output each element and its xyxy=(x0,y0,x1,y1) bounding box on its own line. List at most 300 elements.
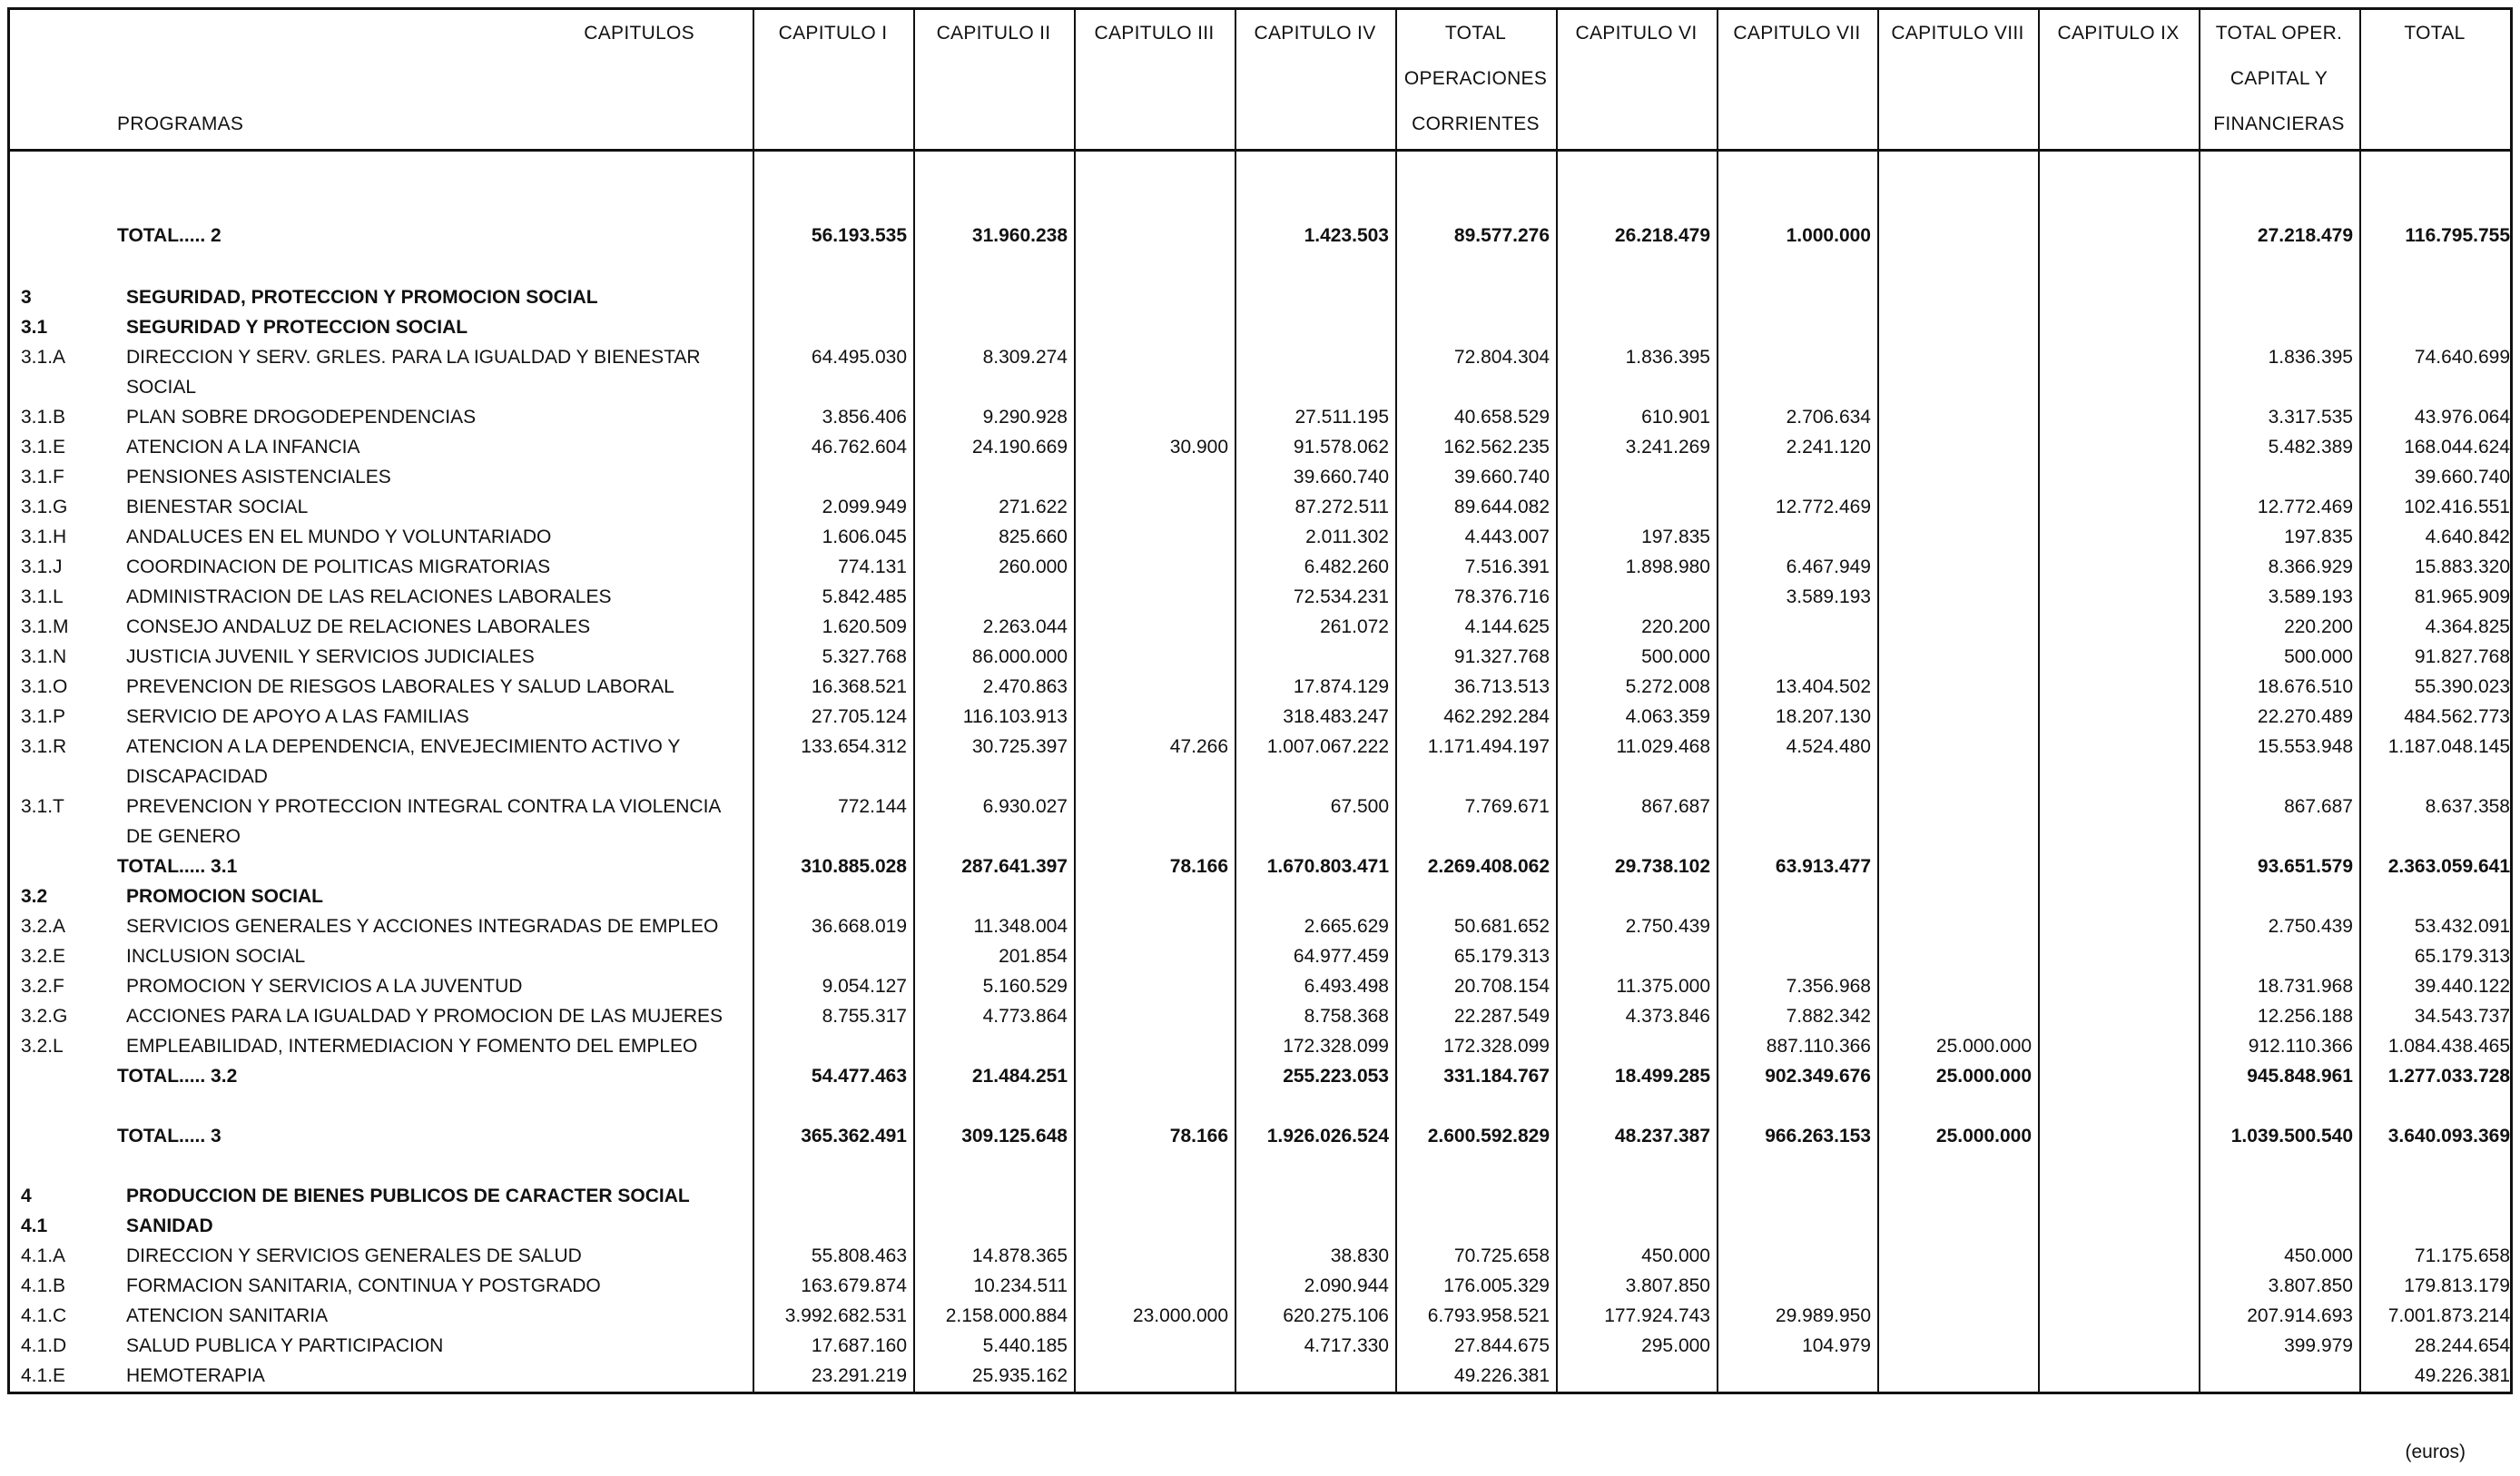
program-row xyxy=(10,583,2510,612)
amount-cell: 24.190.669 xyxy=(971,437,1068,458)
amount-cell: 484.562.773 xyxy=(2404,706,2510,727)
program-code: 3.1.J xyxy=(21,556,63,577)
amount-cell: 2.600.592.829 xyxy=(1427,1126,1550,1146)
amount-cell: 255.223.053 xyxy=(1283,1066,1389,1087)
amount-cell: 16.368.521 xyxy=(811,676,907,697)
program-name: INCLUSION SOCIAL xyxy=(126,946,306,967)
total-row xyxy=(10,852,2510,881)
amount-cell: 50.681.652 xyxy=(1453,916,1550,937)
amount-cell: 56.193.535 xyxy=(811,225,907,246)
program-code: 3.1.R xyxy=(21,736,67,757)
amount-cell: 18.731.968 xyxy=(2257,976,2353,997)
amount-cell: 1.423.503 xyxy=(1304,225,1389,246)
amount-cell: 55.390.023 xyxy=(2414,676,2510,697)
program-name: BIENESTAR SOCIAL xyxy=(126,497,309,517)
amount-cell: 2.750.439 xyxy=(1625,916,1710,937)
column-header-label: OPERACIONES xyxy=(1403,68,1548,89)
program-code: 3.1.M xyxy=(21,616,69,637)
amount-cell: 21.484.251 xyxy=(971,1066,1068,1087)
program-code: 4 xyxy=(21,1186,32,1206)
program-name: ACCIONES PARA LA IGUALDAD Y PROMOCION DE LAS MUJERES xyxy=(126,1006,724,1027)
program-code: 3.1.O xyxy=(21,676,68,697)
amount-cell: 15.883.320 xyxy=(2414,556,2510,577)
program-row xyxy=(10,523,2510,552)
amount-cell: 365.362.491 xyxy=(801,1126,907,1146)
amount-cell: 55.808.463 xyxy=(811,1245,907,1266)
program-row xyxy=(10,1302,2510,1331)
amount-cell: 6.493.498 xyxy=(1304,976,1389,997)
amount-cell: 25.000.000 xyxy=(1935,1066,2032,1087)
amount-cell: 39.660.740 xyxy=(1453,467,1550,487)
amount-cell: 500.000 xyxy=(2284,646,2353,667)
amount-cell: 78.166 xyxy=(1169,1126,1228,1146)
program-name: SOCIAL xyxy=(126,377,197,398)
amount-cell: 91.327.768 xyxy=(1453,646,1550,667)
amount-cell: 34.543.737 xyxy=(2414,1006,2510,1027)
amount-cell: 295.000 xyxy=(1641,1335,1710,1356)
amount-cell: 945.848.961 xyxy=(2247,1066,2353,1087)
amount-cell: 22.287.549 xyxy=(1453,1006,1550,1027)
program-code: 3.1.P xyxy=(21,706,66,727)
program-row xyxy=(10,1032,2510,1061)
program-name: CONSEJO ANDALUZ DE RELACIONES LABORALES xyxy=(126,616,591,637)
amount-cell: 11.348.004 xyxy=(973,916,1068,937)
program-name: PROMOCION Y SERVICIOS A LA JUVENTUD xyxy=(126,976,523,997)
program-row xyxy=(10,433,2510,462)
program-row xyxy=(10,912,2510,941)
amount-cell: 38.830 xyxy=(1330,1245,1389,1266)
amount-cell: 5.272.008 xyxy=(1625,676,1710,697)
program-name: FORMACION SANITARIA, CONTINUA Y POSTGRADO xyxy=(126,1275,601,1296)
program-code: 3 xyxy=(21,287,32,308)
programas-label: PROGRAMAS xyxy=(117,113,244,134)
capitulos-label: CAPITULOS xyxy=(584,23,694,44)
amount-cell: 12.256.188 xyxy=(2257,1006,2353,1027)
amount-cell: 2.470.863 xyxy=(982,676,1068,697)
program-code: 3.2.G xyxy=(21,1006,68,1027)
program-code: 3.1.E xyxy=(21,437,66,458)
amount-cell: 46.762.604 xyxy=(811,437,907,458)
amount-cell: 5.440.185 xyxy=(982,1335,1068,1356)
amount-cell: 64.977.459 xyxy=(1293,946,1389,967)
program-name: SERVICIO DE APOYO A LAS FAMILIAS xyxy=(126,706,469,727)
program-code: 3.1.F xyxy=(21,467,64,487)
amount-cell: 13.404.502 xyxy=(1775,676,1871,697)
program-row xyxy=(10,1272,2510,1301)
program-name: PRODUCCION DE BIENES PUBLICOS DE CARACTER SOCIAL xyxy=(126,1186,690,1206)
program-code: 3.1 xyxy=(21,317,48,338)
amount-cell: 6.930.027 xyxy=(982,796,1068,817)
column-header-label: TOTAL OPER. xyxy=(2215,23,2343,44)
amount-cell: 5.842.485 xyxy=(822,586,907,607)
program-code: 4.1.E xyxy=(21,1365,66,1386)
amount-cell: 3.317.535 xyxy=(2268,407,2353,428)
amount-cell: 27.844.675 xyxy=(1453,1335,1550,1356)
amount-cell: 462.292.284 xyxy=(1443,706,1550,727)
amount-cell: 65.179.313 xyxy=(2414,946,2510,967)
program-name: PENSIONES ASISTENCIALES xyxy=(126,467,391,487)
amount-cell: 2.090.944 xyxy=(1304,1275,1389,1296)
column-header-label: CAPITULO I xyxy=(778,23,888,44)
amount-cell: 7.001.873.214 xyxy=(2387,1305,2510,1326)
program-row xyxy=(10,613,2510,642)
amount-cell: 912.110.366 xyxy=(2248,1036,2353,1057)
amount-cell: 4.144.625 xyxy=(1464,616,1550,637)
amount-cell: 25.000.000 xyxy=(1935,1126,2032,1146)
units-note: (euros) xyxy=(2405,1442,2466,1462)
amount-cell: 168.044.624 xyxy=(2404,437,2510,458)
program-row xyxy=(10,673,2510,702)
amount-cell: 1.836.395 xyxy=(1625,347,1710,368)
amount-cell: 2.363.059.641 xyxy=(2387,856,2510,877)
amount-cell: 70.725.658 xyxy=(1453,1245,1550,1266)
program-row xyxy=(10,493,2510,522)
amount-cell: 27.705.124 xyxy=(811,706,907,727)
amount-cell: 30.725.397 xyxy=(971,736,1068,757)
program-code: 3.2.L xyxy=(21,1036,64,1057)
column-header-label: CAPITAL Y xyxy=(2230,68,2328,89)
amount-cell: 201.854 xyxy=(999,946,1068,967)
amount-cell: 36.668.019 xyxy=(811,916,907,937)
amount-cell: 260.000 xyxy=(999,556,1068,577)
amount-cell: 27.218.479 xyxy=(2257,225,2353,246)
amount-cell: 4.373.846 xyxy=(1625,1006,1710,1027)
program-name: TOTAL..... 3 xyxy=(117,1126,221,1146)
amount-cell: 2.269.408.062 xyxy=(1427,856,1550,877)
column-header-label: TOTAL xyxy=(1444,23,1507,44)
amount-cell: 867.687 xyxy=(1641,796,1710,817)
program-row xyxy=(10,403,2510,432)
amount-cell: 87.272.511 xyxy=(1294,497,1389,517)
amount-cell: 4.524.480 xyxy=(1786,736,1871,757)
amount-cell: 3.992.682.531 xyxy=(784,1305,907,1326)
program-code: 3.2.A xyxy=(21,916,66,937)
amount-cell: 197.835 xyxy=(2284,526,2353,547)
amount-cell: 43.976.064 xyxy=(2414,407,2510,428)
amount-cell: 65.179.313 xyxy=(1453,946,1550,967)
program-name: SANIDAD xyxy=(126,1215,213,1236)
section-row xyxy=(10,1212,2510,1241)
amount-cell: 1.084.438.465 xyxy=(2387,1036,2510,1057)
amount-cell: 2.241.120 xyxy=(1786,437,1871,458)
amount-cell: 5.327.768 xyxy=(822,646,907,667)
column-header-label: CAPITULO IX xyxy=(2057,23,2180,44)
amount-cell: 18.207.130 xyxy=(1775,706,1871,727)
program-row xyxy=(10,972,2510,1001)
program-name: JUSTICIA JUVENIL Y SERVICIOS JUDICIALES xyxy=(126,646,535,667)
program-code: 4.1.A xyxy=(21,1245,66,1266)
amount-cell: 172.328.099 xyxy=(1283,1036,1389,1057)
amount-cell: 12.772.469 xyxy=(1775,497,1871,517)
amount-cell: 3.807.850 xyxy=(1625,1275,1710,1296)
program-name: EMPLEABILIDAD, INTERMEDIACION Y FOMENTO DEL EMPLEO xyxy=(126,1036,698,1057)
amount-cell: 1.670.803.471 xyxy=(1266,856,1389,877)
amount-cell: 3.589.193 xyxy=(1786,586,1871,607)
amount-cell: 162.562.235 xyxy=(1443,437,1550,458)
column-header-label: CAPITULO VIII xyxy=(1891,23,2024,44)
amount-cell: 3.807.850 xyxy=(2268,1275,2353,1296)
column-header-label: CAPITULO IV xyxy=(1254,23,1376,44)
amount-cell: 4.364.825 xyxy=(2425,616,2510,637)
amount-cell: 91.827.768 xyxy=(2414,646,2510,667)
amount-cell: 54.477.463 xyxy=(811,1066,907,1087)
amount-cell: 318.483.247 xyxy=(1283,706,1389,727)
total-row xyxy=(10,1062,2510,1091)
amount-cell: 2.158.000.884 xyxy=(945,1305,1068,1326)
amount-cell: 64.495.030 xyxy=(811,347,907,368)
amount-cell: 48.237.387 xyxy=(1614,1126,1710,1146)
amount-cell: 14.878.365 xyxy=(971,1245,1068,1266)
program-row xyxy=(10,703,2510,732)
amount-cell: 89.644.082 xyxy=(1453,497,1550,517)
section-row xyxy=(10,1182,2510,1211)
program-row xyxy=(10,1332,2510,1361)
amount-cell: 4.717.330 xyxy=(1304,1335,1389,1356)
amount-cell: 4.640.842 xyxy=(2425,526,2510,547)
amount-cell: 2.011.302 xyxy=(1305,526,1389,547)
program-code: 3.1.N xyxy=(21,646,67,667)
program-row xyxy=(10,1362,2510,1391)
amount-cell: 966.263.153 xyxy=(1765,1126,1871,1146)
program-name: DISCAPACIDAD xyxy=(126,766,268,787)
amount-cell: 39.660.740 xyxy=(2414,467,2510,487)
amount-cell: 8.366.929 xyxy=(2268,556,2353,577)
program-row xyxy=(10,553,2510,582)
program-code: 3.1.H xyxy=(21,526,67,547)
program-code: 3.1.A xyxy=(21,347,66,368)
amount-cell: 2.099.949 xyxy=(822,497,907,517)
amount-cell: 1.039.500.540 xyxy=(2230,1126,2353,1146)
amount-cell: 2.665.629 xyxy=(1304,916,1389,937)
amount-cell: 12.772.469 xyxy=(2257,497,2353,517)
amount-cell: 3.856.406 xyxy=(822,407,907,428)
amount-cell: 261.072 xyxy=(1320,616,1389,637)
program-row xyxy=(10,1242,2510,1271)
amount-cell: 1.000.000 xyxy=(1786,225,1871,246)
amount-cell: 7.356.968 xyxy=(1786,976,1871,997)
amount-cell: 610.901 xyxy=(1641,407,1710,428)
amount-cell: 71.175.658 xyxy=(2414,1245,2510,1266)
program-code: 3.2 xyxy=(21,886,48,907)
program-name: PREVENCION Y PROTECCION INTEGRAL CONTRA LA VIOLENCIA xyxy=(126,796,722,817)
amount-cell: 11.029.468 xyxy=(1616,736,1710,757)
column-header-label: FINANCIERAS xyxy=(2213,113,2345,134)
amount-cell: 176.005.329 xyxy=(1443,1275,1550,1296)
amount-cell: 1.926.026.524 xyxy=(1266,1126,1389,1146)
amount-cell: 1.171.494.197 xyxy=(1427,736,1550,757)
amount-cell: 8.309.274 xyxy=(982,347,1068,368)
amount-cell: 825.660 xyxy=(999,526,1068,547)
amount-cell: 116.795.755 xyxy=(2405,225,2510,246)
amount-cell: 5.482.389 xyxy=(2268,437,2353,458)
amount-cell: 78.376.716 xyxy=(1453,586,1550,607)
amount-cell: 53.432.091 xyxy=(2414,916,2510,937)
program-name: TOTAL..... 3.1 xyxy=(117,856,238,877)
amount-cell: 331.184.767 xyxy=(1443,1066,1550,1087)
program-name: DIRECCION Y SERV. GRLES. PARA LA IGUALDAD Y BIENESTAR xyxy=(126,347,701,368)
amount-cell: 220.200 xyxy=(2284,616,2353,637)
amount-cell: 86.000.000 xyxy=(971,646,1068,667)
amount-cell: 17.687.160 xyxy=(811,1335,907,1356)
amount-cell: 78.166 xyxy=(1169,856,1228,877)
amount-cell: 116.103.913 xyxy=(962,706,1068,727)
program-code: 3.2.F xyxy=(21,976,64,997)
program-name: COORDINACION DE POLITICAS MIGRATORIAS xyxy=(126,556,551,577)
amount-cell: 179.813.179 xyxy=(2404,1275,2510,1296)
amount-cell: 197.835 xyxy=(1641,526,1710,547)
program-name: ATENCION SANITARIA xyxy=(126,1305,329,1326)
amount-cell: 8.755.317 xyxy=(822,1006,907,1027)
amount-cell: 102.416.551 xyxy=(2404,497,2510,517)
amount-cell: 29.738.102 xyxy=(1614,856,1710,877)
program-name: PLAN SOBRE DROGODEPENDENCIAS xyxy=(126,407,477,428)
amount-cell: 3.589.193 xyxy=(2268,586,2353,607)
amount-cell: 2.750.439 xyxy=(2268,916,2353,937)
program-row xyxy=(10,643,2510,672)
amount-cell: 5.160.529 xyxy=(982,976,1068,997)
column-header-label: CORRIENTES xyxy=(1412,113,1540,134)
program-code: 4.1.B xyxy=(21,1275,66,1296)
program-name: PROMOCION SOCIAL xyxy=(126,886,324,907)
amount-cell: 163.679.874 xyxy=(801,1275,907,1296)
amount-cell: 49.226.381 xyxy=(1453,1365,1550,1386)
amount-cell: 133.654.312 xyxy=(801,736,907,757)
amount-cell: 17.874.129 xyxy=(1293,676,1389,697)
amount-cell: 887.110.366 xyxy=(1766,1036,1871,1057)
amount-cell: 172.328.099 xyxy=(1443,1036,1550,1057)
amount-cell: 29.989.950 xyxy=(1775,1305,1871,1326)
program-row xyxy=(10,792,2510,847)
amount-cell: 620.275.106 xyxy=(1283,1305,1389,1326)
amount-cell: 1.620.509 xyxy=(822,616,907,637)
amount-cell: 7.516.391 xyxy=(1464,556,1550,577)
program-code: 3.1.G xyxy=(21,497,68,517)
amount-cell: 1.898.980 xyxy=(1625,556,1710,577)
amount-cell: 18.499.285 xyxy=(1614,1066,1710,1087)
amount-cell: 89.577.276 xyxy=(1453,225,1550,246)
amount-cell: 7.769.671 xyxy=(1464,796,1550,817)
amount-cell: 11.375.000 xyxy=(1616,976,1710,997)
amount-cell: 309.125.648 xyxy=(961,1126,1068,1146)
program-row xyxy=(10,942,2510,971)
program-name: ATENCION A LA DEPENDENCIA, ENVEJECIMIENTO ACTIVO Y xyxy=(126,736,681,757)
column-header-label: CAPITULO VI xyxy=(1575,23,1698,44)
amount-cell: 10.234.511 xyxy=(973,1275,1068,1296)
amount-cell: 20.708.154 xyxy=(1453,976,1550,997)
amount-cell: 39.660.740 xyxy=(1293,467,1389,487)
amount-cell: 2.706.634 xyxy=(1786,407,1871,428)
section-row xyxy=(10,313,2510,342)
amount-cell: 81.965.909 xyxy=(2414,586,2510,607)
amount-cell: 47.266 xyxy=(1169,736,1228,757)
amount-cell: 450.000 xyxy=(1641,1245,1710,1266)
program-code: 3.1.L xyxy=(21,586,64,607)
amount-cell: 3.241.269 xyxy=(1625,437,1710,458)
amount-cell: 271.622 xyxy=(999,497,1068,517)
amount-cell: 902.349.676 xyxy=(1765,1066,1871,1087)
column-header-label: CAPITULO VII xyxy=(1733,23,1861,44)
amount-cell: 3.640.093.369 xyxy=(2387,1126,2510,1146)
program-code: 4.1.D xyxy=(21,1335,67,1356)
amount-cell: 67.500 xyxy=(1330,796,1389,817)
amount-cell: 36.713.513 xyxy=(1453,676,1550,697)
section-row xyxy=(10,882,2510,911)
amount-cell: 91.578.062 xyxy=(1293,437,1389,458)
amount-cell: 8.758.368 xyxy=(1304,1006,1389,1027)
program-code: 4.1.C xyxy=(21,1305,67,1326)
amount-cell: 399.979 xyxy=(2284,1335,2353,1356)
amount-cell: 4.773.864 xyxy=(982,1006,1068,1027)
amount-cell: 177.924.743 xyxy=(1604,1305,1710,1326)
amount-cell: 8.637.358 xyxy=(2425,796,2510,817)
amount-cell: 9.290.928 xyxy=(982,407,1068,428)
program-code: 3.1.T xyxy=(21,796,64,817)
program-name: SEGURIDAD Y PROTECCION SOCIAL xyxy=(126,317,468,338)
program-name: SALUD PUBLICA Y PARTICIPACION xyxy=(126,1335,444,1356)
amount-cell: 74.640.699 xyxy=(2414,347,2510,368)
amount-cell: 23.000.000 xyxy=(1132,1305,1228,1326)
amount-cell: 15.553.948 xyxy=(2257,736,2353,757)
amount-cell: 4.063.359 xyxy=(1625,706,1710,727)
program-name: DE GENERO xyxy=(126,826,241,847)
column-header-label: TOTAL xyxy=(2404,23,2466,44)
amount-cell: 72.804.304 xyxy=(1453,347,1550,368)
amount-cell: 23.291.219 xyxy=(811,1365,907,1386)
amount-cell: 25.000.000 xyxy=(1935,1036,2032,1057)
program-name: HEMOTERAPIA xyxy=(126,1365,265,1386)
amount-cell: 1.007.067.222 xyxy=(1266,736,1389,757)
budget-table xyxy=(7,7,2513,1394)
amount-cell: 63.913.477 xyxy=(1775,856,1871,877)
amount-cell: 49.226.381 xyxy=(2414,1365,2510,1386)
amount-cell: 26.218.479 xyxy=(1614,225,1710,246)
amount-cell: 72.534.231 xyxy=(1293,586,1389,607)
program-row xyxy=(10,1002,2510,1031)
amount-cell: 30.900 xyxy=(1169,437,1228,458)
column-header-label: CAPITULO III xyxy=(1094,23,1215,44)
amount-cell: 7.882.342 xyxy=(1786,1006,1871,1027)
program-name: PREVENCION DE RIESGOS LABORALES Y SALUD LABORAL xyxy=(126,676,674,697)
amount-cell: 104.979 xyxy=(1802,1335,1871,1356)
amount-cell: 220.200 xyxy=(1641,616,1710,637)
amount-cell: 28.244.654 xyxy=(2414,1335,2510,1356)
amount-cell: 1.277.033.728 xyxy=(2387,1066,2510,1087)
program-code: 4.1 xyxy=(21,1215,48,1236)
amount-cell: 6.467.949 xyxy=(1786,556,1871,577)
amount-cell: 1.606.045 xyxy=(822,526,907,547)
amount-cell: 31.960.238 xyxy=(971,225,1068,246)
amount-cell: 9.054.127 xyxy=(822,976,907,997)
program-row xyxy=(10,343,2510,398)
amount-cell: 27.511.195 xyxy=(1294,407,1389,428)
program-name: SEGURIDAD, PROTECCION Y PROMOCION SOCIAL xyxy=(126,287,598,308)
total-row xyxy=(10,1122,2510,1151)
amount-cell: 6.793.958.521 xyxy=(1427,1305,1550,1326)
amount-cell: 310.885.028 xyxy=(801,856,907,877)
amount-cell: 22.270.489 xyxy=(2257,706,2353,727)
amount-cell: 774.131 xyxy=(838,556,907,577)
amount-cell: 450.000 xyxy=(2284,1245,2353,1266)
program-name: DIRECCION Y SERVICIOS GENERALES DE SALUD xyxy=(126,1245,582,1266)
program-name: ADMINISTRACION DE LAS RELACIONES LABORALES xyxy=(126,586,612,607)
amount-cell: 1.836.395 xyxy=(2268,347,2353,368)
amount-cell: 25.935.162 xyxy=(971,1365,1068,1386)
amount-cell: 40.658.529 xyxy=(1453,407,1550,428)
amount-cell: 867.687 xyxy=(2284,796,2353,817)
amount-cell: 772.144 xyxy=(838,796,907,817)
header-separator xyxy=(10,149,2510,152)
total-row xyxy=(10,221,2510,251)
